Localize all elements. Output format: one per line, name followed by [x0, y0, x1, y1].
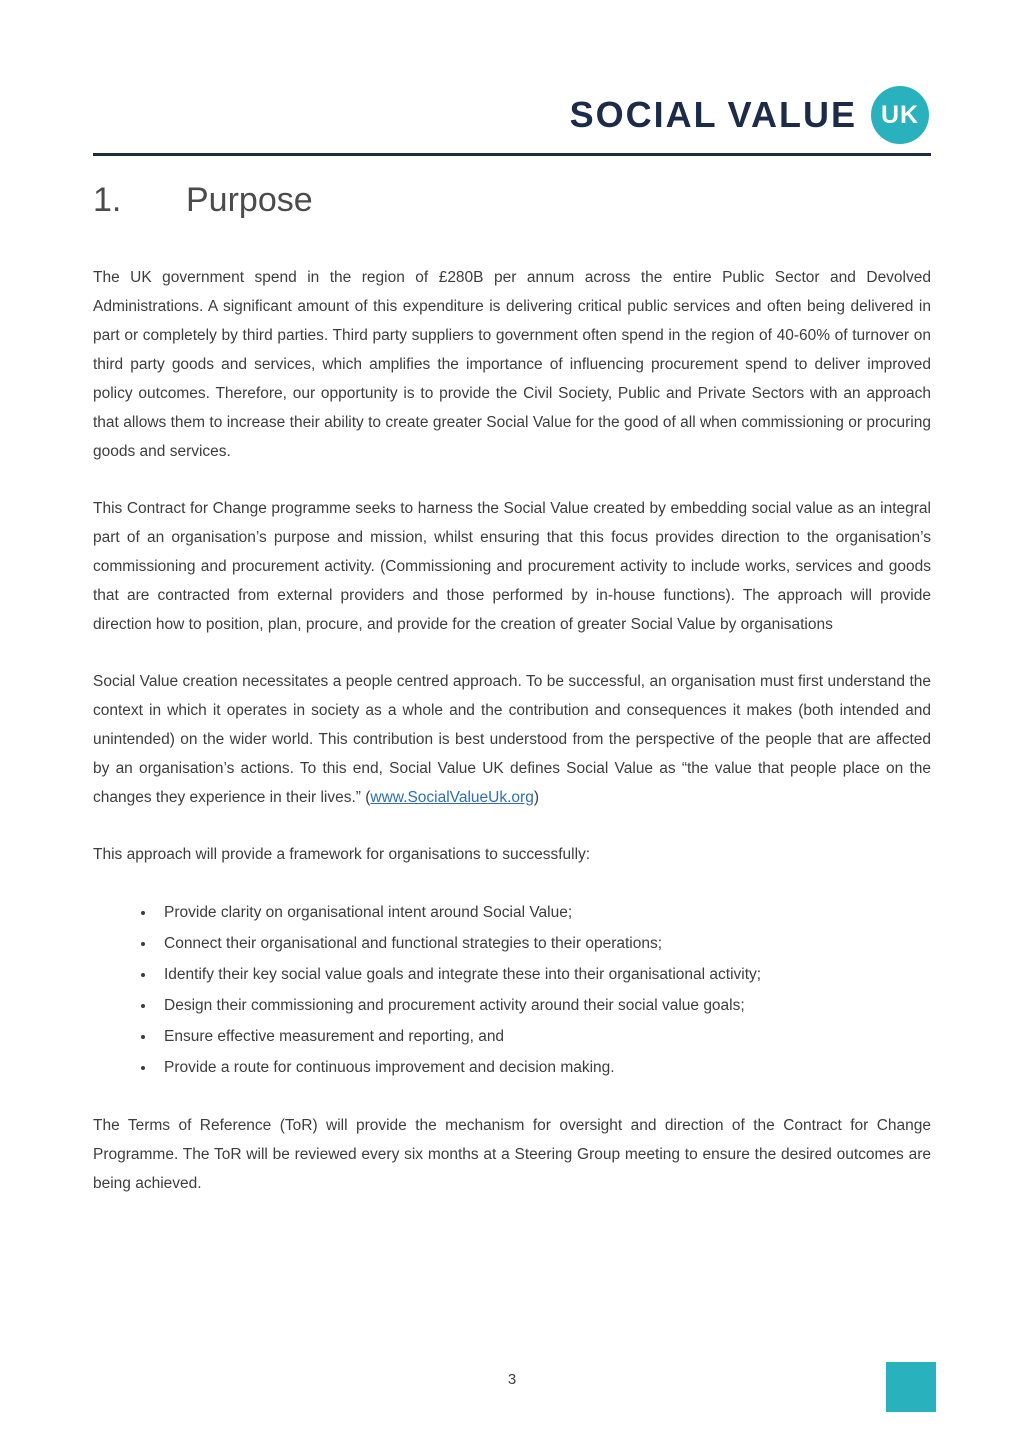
header — [93, 0, 931, 156]
teal-square-decoration — [886, 1362, 936, 1412]
bullet-item: • Design their commissioning and procurement activity around their social value goals; — [156, 990, 931, 1021]
paragraph-framework-intro: This approach will provide a framework for organisations to successfully: — [93, 845, 591, 863]
logo-word-uk: UK — [880, 100, 920, 129]
logo-wordmark — [569, 94, 857, 135]
section-title: Purpose — [186, 181, 313, 219]
framework-bullet-list — [93, 897, 931, 1083]
paragraph-text-after-link: ) — [533, 788, 539, 806]
social-value-uk-logo — [93, 86, 931, 144]
paragraph-text: Social Value creation necessitates a people centred approach. To be successful, an organisation must first understand the context in which it operates in society as a whole and the contribution and consequences it makes (both intended and unintended) on the wider world. This contribution is best understood from the perspective of the people that are affected by an organisation’s actions. To this end, Social Value UK defines Social Value as “the value that people place on the changes they experience in their lives.” ( — [93, 672, 931, 806]
paragraph-uk-government-spend: The UK government spend in the region of £280B per annum across the entire Public Sector and Devolved Administrations. A significant amount of this expenditure is delivering critical public services and often being delivered in part or completely by third parties. Third party suppliers to government often spend in the region of 40-60% of turnover on third party goods and services, which amplifies the importance of influencing procurement spend to deliver improved policy outcomes. Therefore, our opportunity is to provide the Civil Society, Public and Private Sectors with an approach that allows them to increase their ability to create greater Social Value for the good of all when commissioning or procuring goods and services. — [93, 268, 931, 460]
bullet-item: • Provide a route for continuous improvement and decision making. — [156, 1052, 931, 1083]
logo-word-value: VALUE — [727, 94, 857, 135]
uk-circle-icon — [871, 86, 929, 144]
header-rule — [93, 153, 931, 156]
logo-word-social: SOCIAL — [569, 94, 718, 135]
section-number: 1. — [93, 181, 122, 219]
bullet-item: • Provide clarity on organisational intent around Social Value; — [156, 897, 931, 928]
bullet-item: • Ensure effective measurement and reporting, and — [156, 1021, 931, 1052]
paragraph-terms-of-reference: The Terms of Reference (ToR) will provide the mechanism for oversight and direction of the Contract for Change Programme. The ToR will be reviewed every six months at a Steering Group meeting to ensure the desired outcomes are being achieved. — [93, 1116, 931, 1192]
bullet-item: • Identify their key social value goals and integrate these into their organisational activity; — [156, 959, 931, 990]
social-value-uk-link[interactable]: www.SocialValueUk.org — [370, 788, 534, 806]
paragraph-social-value-creation — [93, 667, 931, 812]
paragraph-contract-for-change: This Contract for Change programme seeks to harness the Social Value created by embedding social value as an integral part of an organisation’s purpose and mission, whilst ensuring that this focus provides direction to the organisation’s commissioning and procurement activity. (Commissioning and procurement activity to include works, services and goods that are contracted from external providers and those performed by in-house functions). The approach will provide direction how to position, plan, procure, and provide for the creation of greater Social Value by organisations — [93, 499, 931, 633]
page-number: 3 — [507, 1371, 517, 1388]
section-heading — [93, 180, 931, 221]
bullet-item: • Connect their organisational and functional strategies to their operations; — [156, 928, 931, 959]
document-body — [93, 263, 931, 1198]
